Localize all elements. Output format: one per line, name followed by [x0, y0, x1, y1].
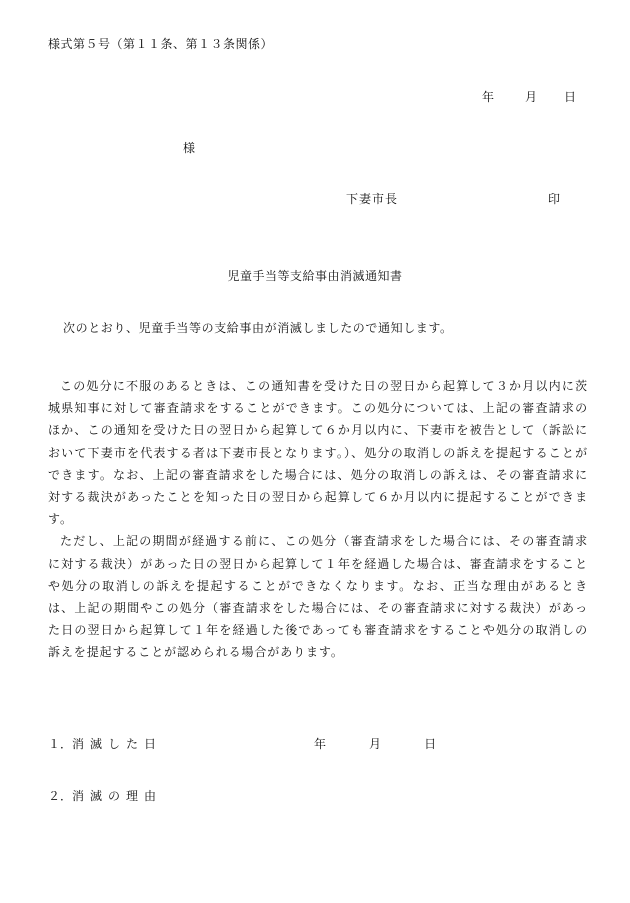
item-extinction-reason — [48, 790, 162, 802]
document-title: 児童手当等支給事由消滅通知書 — [227, 269, 403, 283]
item-label: 消滅した日 — [72, 737, 163, 751]
seal-mark: 印 — [548, 192, 561, 206]
date-month: 月 — [525, 90, 538, 104]
issuer-name: 下妻市長 — [346, 192, 399, 206]
intro-text: 次のとおり、児童手当等の支給事由が消滅しましたので通知します。 — [63, 321, 453, 335]
item-number: １． — [48, 737, 73, 751]
appeal-notice — [48, 375, 588, 664]
item-date-day: 日 — [424, 737, 437, 751]
item-date-year: 年 — [314, 737, 327, 751]
date-year: 年 — [482, 90, 495, 104]
addressee-honorific: 様 — [183, 141, 196, 155]
appeal-paragraph-1: この処分に不服のあるときは、この通知書を受けた日の翌日から起算して３か月以内に茨城県知事に対して審査請求をすることができます。この処分については、上記の審査請求のほか、この通知を受けた日の翌日から起算して６か月以内に、下妻市を被告として（訴訟において下妻市を代表する者は下妻市長となります。）、処分の取消しの訴えを提起することができます。なお、上記の審査請求をした場合には、処分の取消しの訴えは、その審査請求に対する裁決があったことを知った日の翌日から起算して６か月以内に提起することができます。 — [48, 379, 588, 527]
item-date-month: 月 — [369, 737, 382, 751]
form-number-label: 様式第５号（第１１条、第１３条関係） — [48, 37, 274, 51]
appeal-paragraph-2: ただし、上記の期間が経過する前に、この処分（審査請求をした場合には、その審査請求に対する裁決）があった日の翌日から起算して１年を経過した場合は、審査請求をすることや処分の取消しの訴えを提起することができなくなります。なお、正当な理由があるときは、上記の期間やこの処分（審査請求をした場合には、その審査請求に対する裁決）があった日の翌日から起算して１年を経過した後であっても審査請求をすることや処分の取消しの訴えを提起することが認められる場合があります。 — [48, 534, 588, 660]
item-label: 消滅の理由 — [72, 789, 163, 803]
date-day: 日 — [564, 90, 577, 104]
item-extinction-date — [48, 738, 436, 750]
item-number: ２． — [48, 789, 73, 803]
issue-date — [482, 91, 576, 103]
